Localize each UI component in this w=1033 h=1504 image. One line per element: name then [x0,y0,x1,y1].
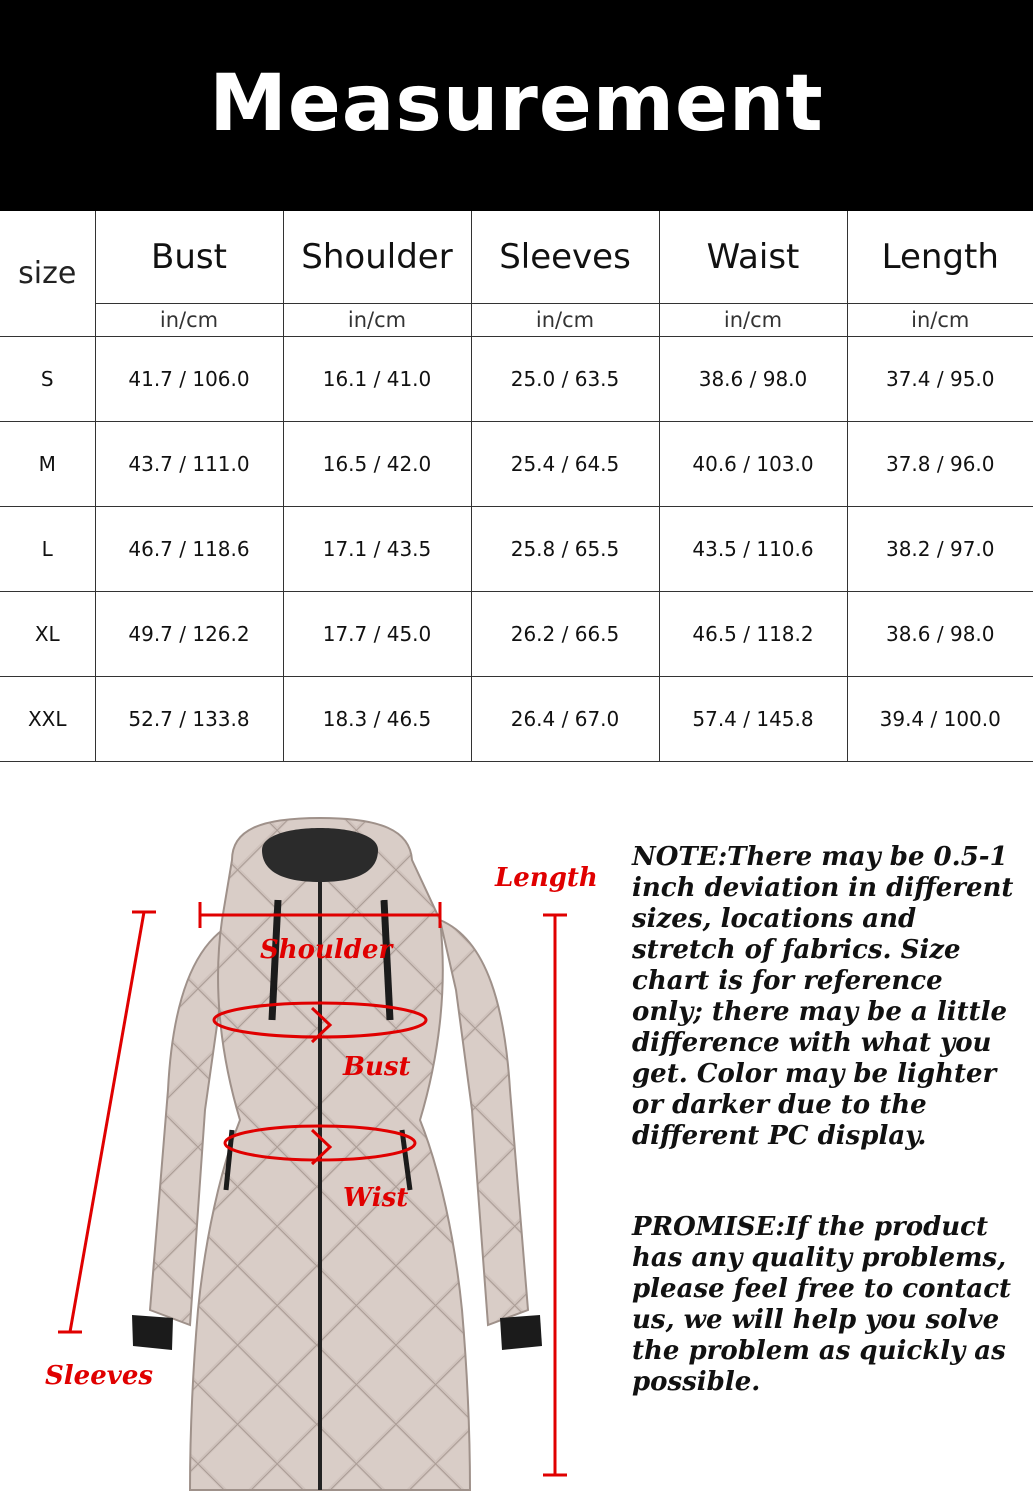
table-row [0,677,1033,762]
cuff [500,1315,542,1350]
size-table [0,211,1033,762]
coat-shape [132,818,542,1490]
size-cell: L [0,507,95,592]
unit-label: in/cm [847,304,1033,337]
table-row [0,337,1033,422]
unit-label: in/cm [471,304,659,337]
size-cell: M [0,422,95,507]
coat-illustration [0,790,610,1500]
table-cell: 17.1 / 43.5 [283,507,471,592]
note-text: NOTE:There may be 0.5-1 inch deviation in different sizes, locations and stretch of fabrics. Size chart is for reference only; there may be a little difference with what you get. Color may be lighter or darker due to the different PC display. [632,842,1014,1151]
table-cell: 41.7 / 106.0 [95,337,283,422]
table-cell: 18.3 / 46.5 [283,677,471,762]
bust-label: Bust [343,1052,411,1082]
length-label: Length [495,863,598,893]
column-header: Waist [659,211,847,304]
sleeves-label: Sleeves [45,1361,154,1391]
table-cell: 57.4 / 145.8 [659,677,847,762]
table-cell: 26.2 / 66.5 [471,592,659,677]
table-cell: 43.5 / 110.6 [659,507,847,592]
size-cell: XXL [0,677,95,762]
table-cell: 40.6 / 103.0 [659,422,847,507]
table-row [0,592,1033,677]
table-cell: 37.8 / 96.0 [847,422,1033,507]
table-cell: 38.6 / 98.0 [659,337,847,422]
table-cell: 17.7 / 45.0 [283,592,471,677]
table-cell: 16.1 / 41.0 [283,337,471,422]
table-cell: 25.0 / 63.5 [471,337,659,422]
table-cell: 26.4 / 67.0 [471,677,659,762]
title-banner [0,0,1033,211]
table-row [0,507,1033,592]
header-row [0,211,1033,304]
column-header: Sleeves [471,211,659,304]
column-header: Length [847,211,1033,304]
notes-block [632,842,1022,1398]
table-cell: 52.7 / 133.8 [95,677,283,762]
unit-row [0,304,1033,337]
promise-text: PROMISE:If the product has any quality problems, please feel free to contact us, we will help you solve the problem as quickly as possible. [632,1212,1012,1397]
table-cell: 38.6 / 98.0 [847,592,1033,677]
sleeves-line [70,912,144,1332]
table-row [0,422,1033,507]
size-header: size [0,211,95,337]
cuff [132,1315,173,1350]
measurement-diagram [0,790,610,1500]
table-cell: 46.5 / 118.2 [659,592,847,677]
table-cell: 16.5 / 42.0 [283,422,471,507]
unit-label: in/cm [95,304,283,337]
page-title: Measurement [209,58,824,149]
shoulder-label: Shoulder [260,935,393,965]
table-cell: 25.8 / 65.5 [471,507,659,592]
size-cell: S [0,337,95,422]
table-cell: 38.2 / 97.0 [847,507,1033,592]
table-cell: 49.7 / 126.2 [95,592,283,677]
column-header: Shoulder [283,211,471,304]
column-header: Bust [95,211,283,304]
unit-label: in/cm [283,304,471,337]
table-cell: 46.7 / 118.6 [95,507,283,592]
waist-label: Wist [343,1183,409,1213]
table-cell: 37.4 / 95.0 [847,337,1033,422]
table-cell: 43.7 / 111.0 [95,422,283,507]
table-cell: 25.4 / 64.5 [471,422,659,507]
size-cell: XL [0,592,95,677]
table-cell: 39.4 / 100.0 [847,677,1033,762]
unit-label: in/cm [659,304,847,337]
